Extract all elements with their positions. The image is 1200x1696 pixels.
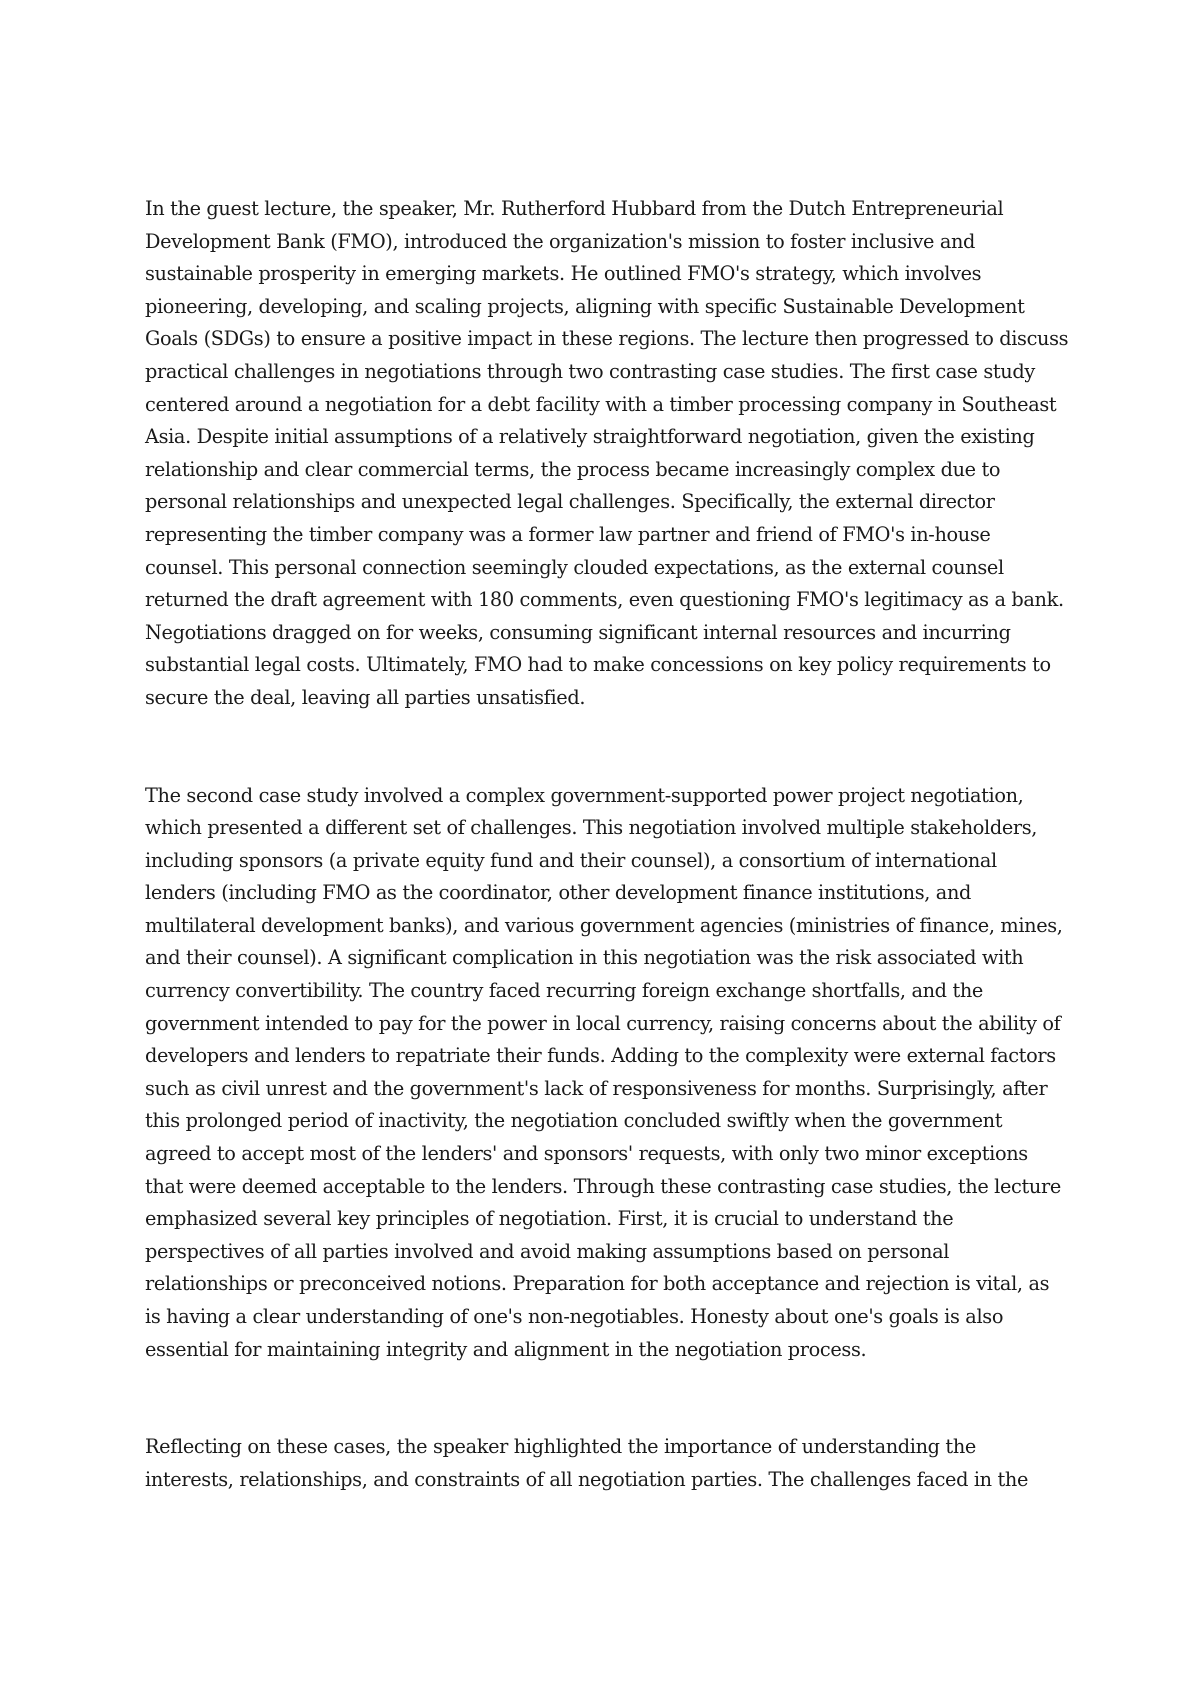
paragraph-second-case-study: The second case study involved a complex government-supported power project negotiation, which presented a different set of challenges. This negotiation involved multiple stakeholders, including sponsors (a private equity fund and their counsel), a consortium of international lenders (including FMO as the coordinator, other development finance institutions, and multilateral development banks), and various government agencies (ministries of finance, mines, and their counsel). A significant complication in this negotiation was the risk associated with currency convertibility. The country faced recurring foreign exchange shortfalls, and the government intended to pay for the power in local currency, raising concerns about the ability of developers and lenders to repatriate their funds. Adding to the complexity were external factors such as civil unrest and the government's lack of responsiveness for months. Surprisingly, after this prolonged period of inactivity, the negotiation concluded swiftly when the government agreed to accept most of the lenders' and sponsors' requests, with only two minor exceptions that were deemed acceptable to the lenders. Through these contrasting case studies, the lecture emphasized several key principles of negotiation. First, it is crucial to understand the perspectives of all parties involved and avoid making assumptions based on personal relationships or preconceived notions. Preparation for both acceptance and rejection is vital, as is having a clear understanding of one's non-negotiables. Honesty about one's goals is also essential for maintaining integrity and alignment in the negotiation process.	[145, 783, 1063, 1361]
paragraph-lecture-intro: In the guest lecture, the speaker, Mr. Rutherford Hubbard from the Dutch Entrepreneurial Development Bank (FMO), introduced the organization's mission to foster inclusive and sustainable prosperity in emerging markets. He outlined FMO's strategy, which involves pioneering, developing, and scaling projects, aligning with specific Sustainable Development Goals (SDGs) to ensure a positive impact in these regions. The lecture then progressed to discuss practical challenges in negotiations through two contrasting case studies. The first case study centered around a negotiation for a debt facility with a timber processing company in Southeast Asia. Despite initial assumptions of a relatively straightforward negotiation, given the existing relationship and clear commercial terms, the process became increasingly complex due to personal relationships and unexpected legal challenges. Specifically, the external director representing the timber company was a former law partner and friend of FMO's in-house counsel. This personal connection seemingly clouded expectations, as the external counsel returned the draft agreement with 180 comments, even questioning FMO's legitimacy as a bank. Negotiations dragged on for weeks, consuming significant internal resources and incurring substantial legal costs. Ultimately, FMO had to make concessions on key policy requirements to secure the deal, leaving all parties unsatisfied.	[145, 197, 1069, 709]
paragraph-reflection: Reflecting on these cases, the speaker highlighted the importance of understanding the interests, relationships, and constraints of all negotiation parties. The challenges faced in the	[145, 1435, 1029, 1491]
document-body	[145, 193, 1070, 1496]
